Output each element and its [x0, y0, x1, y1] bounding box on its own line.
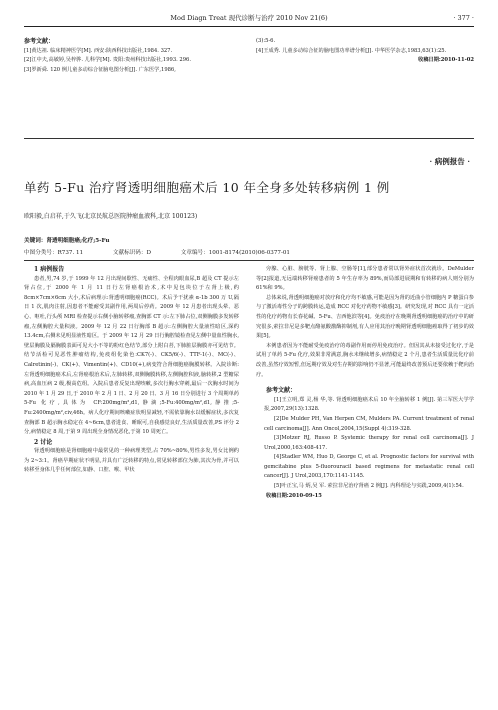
top-ref-item: [3]罗新舜. 120 例儿童多动综合征脑电图分析[J]. 广东医学,1986, [24, 66, 176, 73]
keywords: 关键词：肾透明细胞癌;化疗;5-Fu [24, 238, 110, 244]
top-received-date: 收稿日期:2010-11-02 [418, 57, 474, 64]
journal-header: Mod Diagn Treat 现代诊断与治疗 2010 Nov 21(6) [170, 14, 328, 22]
ref-item: [2]De Mulder PH, Van Herpen CM, Mulders PA. Current treatment of renal cell carcinoma[J]. Ann Oncol,2004,15(Suppl 4):319-328. [264, 415, 474, 432]
top-refs-title: 参考文献： [24, 38, 55, 45]
top-ref-item: [4]王成秀. 儿童多动综合征的脑电图功率谱分析[J]. 中华医学杂志,1983,63(1):25. [256, 47, 447, 54]
discussion-text: 本例患者因为不能耐受免疫治疗的毒副作用而停用免疫治疗。但因其从未接受过化疗,于是试用了单药 5-Fu 化疗,效果非常满意,胸水未继续增多,病情稳定 2 个月,患者生活质量比化疗前改善,虽然疗效短暂,但远期疗效及对生存期的影响仍不显著,可能最终改善预后还要依赖于靶向治疗。 [256, 342, 474, 378]
clc-number: 中图分类号：R737. 11 [24, 250, 84, 256]
meta-divider [24, 260, 474, 261]
classification-line [24, 248, 474, 256]
ref-item: [4]Stadler WM, Huo D, George C, et al. Prognostic factors for survival with gemcitabine plus 5-fluorouracil based regimens for metastatic renal cell cancer[J]. J Urol,2003,170:1141-1145. [264, 454, 474, 480]
doc-code: 文献标识码：D [112, 250, 151, 256]
page-number: · 377 · [453, 14, 474, 22]
keywords-line [24, 236, 474, 244]
top-ref-item: [1]黄达祖. 临床精神医学[M]. 西安:陕西科技出版社,1984. 327. [24, 47, 173, 54]
body-left-column [24, 265, 239, 476]
article-authors: 欧阳毅,白启祥,于久飞(北京民航总医院肿瘤血液科,北京 100123) [24, 213, 198, 220]
ref-item: [3]Motzer RJ, Russo P. Systemic therapy for renal cell carcinoma[J]. J Urol,2000,163:408-417. [264, 435, 474, 451]
refs-title: 参考文献： [266, 387, 297, 395]
section-heading: 1 病例报告 [34, 266, 65, 273]
ref-item: [5]叶正宝,马 炳,吴 军. 索拉非尼治疗肾癌 2 例[J]. 内科理论与实践,2009,4(1):54. [274, 483, 464, 490]
top-ref-item: (3):5-6. [256, 38, 276, 44]
article-title: 单药 5-Fu 治疗肾透明细胞癌术后 10 年全身多处转移病例 1 例 [24, 180, 390, 195]
discussion-text: 总体来说,肾透明细胞癌对放疗和化疗均不敏感,可能是因为肾的近曲小管细胞内 P 糖蛋白参与了激活毒性分子的跨膜转运,造成 RCC 对化疗药物不敏感[3]。研究发现,对 RCC 具有一定活性的化疗药物有长春花碱、5-Fu、吉西他滨等[4]。免疫治疗在晚期肾透明细胞癌的治疗中的研究很多,索拉非尼是多靶点酪氨酸激酶抑制剂,有人应用其治疗晚期肾透明细胞癌取得了初步的效果[5]。 [256, 294, 474, 340]
ref-item: [1]王立明,郑 灵,杨 华,等. 肾透明细胞癌术后 10 年全脑转移 1 例[J]. 第三军医大学学报,2007,29(13):1328. [264, 396, 474, 413]
top-refs-right [256, 37, 474, 66]
case-report-text: 患者,男,74 岁,于 1999 年 12 月出现间歇性、无痛性、全程肉眼血尿,B 超及 CT 提示左肾占位,于 2000 年 1 月 11 日行左肾癌根治术,术中见包块位于左肾上极,约 8cm×7cm×6cm 大小,术后病理示:肾透明细胞癌(RCC)。术后予干扰素 α-1b 300 万 U,隔日 1 次,肌肉注射,因患者不能耐受其副作用,两周后停药。2009 年 12 月患者出现头晕、恶心、呕吐,行头颅 MRI 检查提示右侧小脑转移瘤,查胸部 CT 示:左下肺占位,双侧胸膜多发转移瘤,左侧胸腔大量积液。2009 年 12 月 22 日行胸部 B 超示:左侧胸腔大量液性暗区,深约 13.4cm,右侧未见明显液性暗区。于 2009 年 12 月 29 日行胸腔镜检查见左侧中量血性胸水,壁层胸膜及膈胸膜表面可见大小不等的粉红色结节,部分上附白苔,下肺脏层胸膜亦可见结节。结节活检可见恶性肿瘤结构,免疫组化染色:CK7(-)、CK5/6(-)、TTF-1(-)、MC(-)、Calretinin(-)、CK(+)、Vimentin(+)、CD10(+),病变符合肾细胞癌胸膜转移。入院诊断:左肾透明细胞癌术后,左肾癌根治术后,左肺转移,双侧胸膜转移,左侧胸腔积液,脑转移,2 型糖尿病,高血压病 2 级,极高危组。入院后患者反复出现咳嗽,多次行胸水穿刺,最后一次胸水时间为 2010 年 1 月 29 日,于 2010 年 2 月 1 日、2 月 20 日、3 月 16 日分别进行 3 个周期单药 5-Fu 化疗,具体为 CF:200mg/m²,d1,静滴;5-Fu:400mg/m²,d1,静推;5-Fu:2400mg/m²,civ,46h。病人化疗期间咳嗽症状明显减轻,不需依靠胸水以缓解症状,多次复查胸部 B 超示胸水稳定在 4~6cm,患者进食、睡眠可,自我感觉良好,生活质量改善,PS 评分 2 分,病情稳定 8 周,于第 9 周出现全身情况恶化,于第 10 周死亡。 [24, 275, 239, 436]
top-ref-item: [2]江中夫,高敏婷,吴梓骅. 儿科学[M]. 贵阳:贵州科技出版社,1993. 296. [24, 57, 191, 64]
discussion-text: 肾透明细胞癌是肾细胞癌中最常见的一种病理类型,占 70%~80%,男性多发,男女比例约为 2~3:1。肾癌早期症状不明显,并具有广泛转移的特点,常见转移部位为肺,其次为骨,并可以转移至身体几乎任何部位,如静、口腔、喉、甲状 [24, 448, 239, 474]
discussion-text: 旁腺、心脏、膀胱等、肾上腺、空肠等[1],部分患者常以肾外症状首次就诊。DeMulder 等[2]报道,无远端转移肾癌患者的 5 年生存率为 89%,而局部进展期和有转移的病人则分别为 61%和 9%。 [256, 266, 474, 292]
running-head [24, 10, 474, 27]
received-date: 收稿日期:2010-09-15 [266, 492, 322, 499]
section-divider [24, 138, 474, 139]
column-tag: · 病例报告 · [429, 157, 470, 166]
top-refs-left [24, 37, 239, 75]
section-heading: 2 讨论 [34, 438, 53, 446]
article-number: 文章编号：1001-8174(2010)06-0377-01 [180, 250, 290, 256]
body-right-column [256, 265, 474, 501]
